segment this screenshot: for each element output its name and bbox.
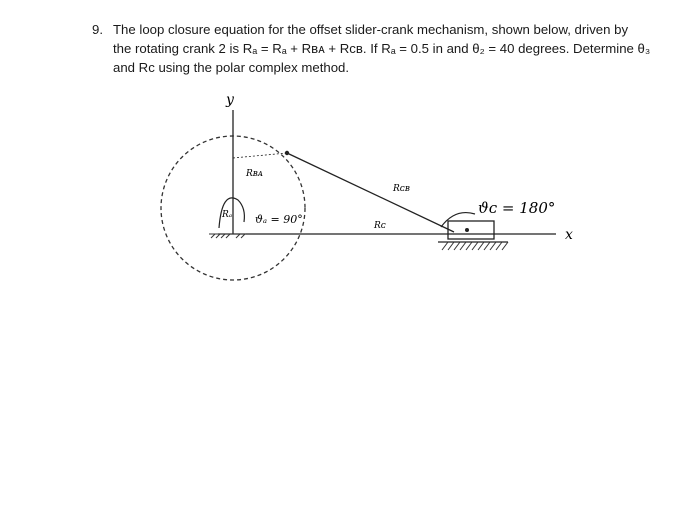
slider-ground-hatch: [442, 242, 508, 250]
label-theta-a: ϑₐ = 90°: [255, 213, 303, 226]
crank-pin-b: [285, 151, 289, 155]
problem-line-2: the rotating crank 2 is Rₐ = Rₐ + Rʙᴀ + Rᴄʙ. If Rₐ = 0.5 in and θ₂ = 40 degrees. Determine θ₃: [113, 41, 651, 56]
label-r-ba: Rʙᴀ: [246, 169, 263, 179]
label-r-c: Rᴄ: [374, 221, 386, 231]
slider-pin-c: [465, 228, 469, 232]
problem-line-1: The loop closure equation for the offset slider-crank mechanism, shown below, driven by: [113, 22, 629, 37]
crank-link-line: [233, 153, 287, 158]
label-r-a: Rₐ: [222, 210, 233, 220]
label-theta-c: ϑᴄ = 180°: [478, 199, 556, 217]
problem-line-3: and Rᴄ using the polar complex method.: [113, 60, 350, 75]
theta-c-arc: [441, 213, 475, 227]
problem-number: 9.: [92, 22, 103, 37]
x-axis-label: x: [565, 227, 573, 243]
connecting-rod-line: [287, 153, 454, 232]
y-axis-label: y: [226, 92, 234, 108]
slider-block: [448, 221, 494, 239]
label-r-cb: Rᴄʙ: [393, 184, 410, 194]
